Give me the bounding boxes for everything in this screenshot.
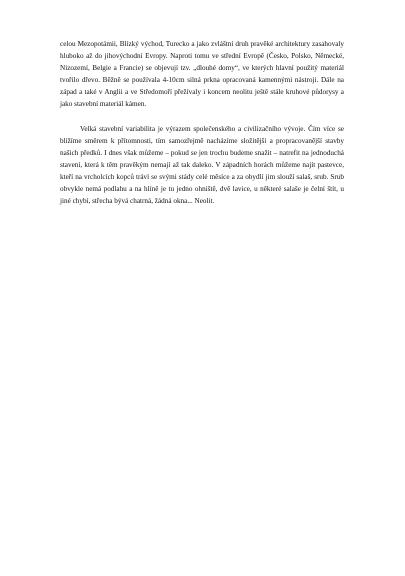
paragraph-building-variability: Velká stavební variabilita je výrazem společenského a civilizačního vývoje. Čím více se blížíme směrem k přítomnosti, tím samozřejmě nacházíme složitější a propracovanější stavby našich předků. I dnes však můžeme – pokud se jen trochu budeme snažit – natrefit na jednoduchá stavení, která k těm pravěkým nemají až tak daleko. V západních horách můžeme najít pastevce, kteří na vrcholcích kopců tráví se svými stády celé měsíce a za obydlí jim slouží salaš, srub. Srub obvykle nemá podlahu a na hlíně je tu jedno ohniště, dvě lavice, u některé salaše je čelní štít, u jiné chybí, střecha bývá chatrná, žádná okna... Neolit. (60, 124, 344, 206)
document-body (60, 38, 344, 207)
paragraph-architecture-regions: celou Mezopotámii, Blízký východ, Turecko a jako zvláštní druh pravěké architektury zasahovaly hluboko až do jihovýchodní Evropy. Naproti tomu ve střední Evropě (Česko, Polsko, Německé, Nizozemí, Belgie a Francie) se objevují tzv. „dlouhé domy“, ve kterých hlavní použitý materiál tvořilo dřevo. Běžně se používala 4-10cm silná prkna opracovaná kamennými nástroji. Dále na západ a také v Anglii a ve Středomoří přežívaly i koncem neolitu ještě stále kruhové půdorysy a jako stavební materiál kámen. (60, 40, 344, 109)
